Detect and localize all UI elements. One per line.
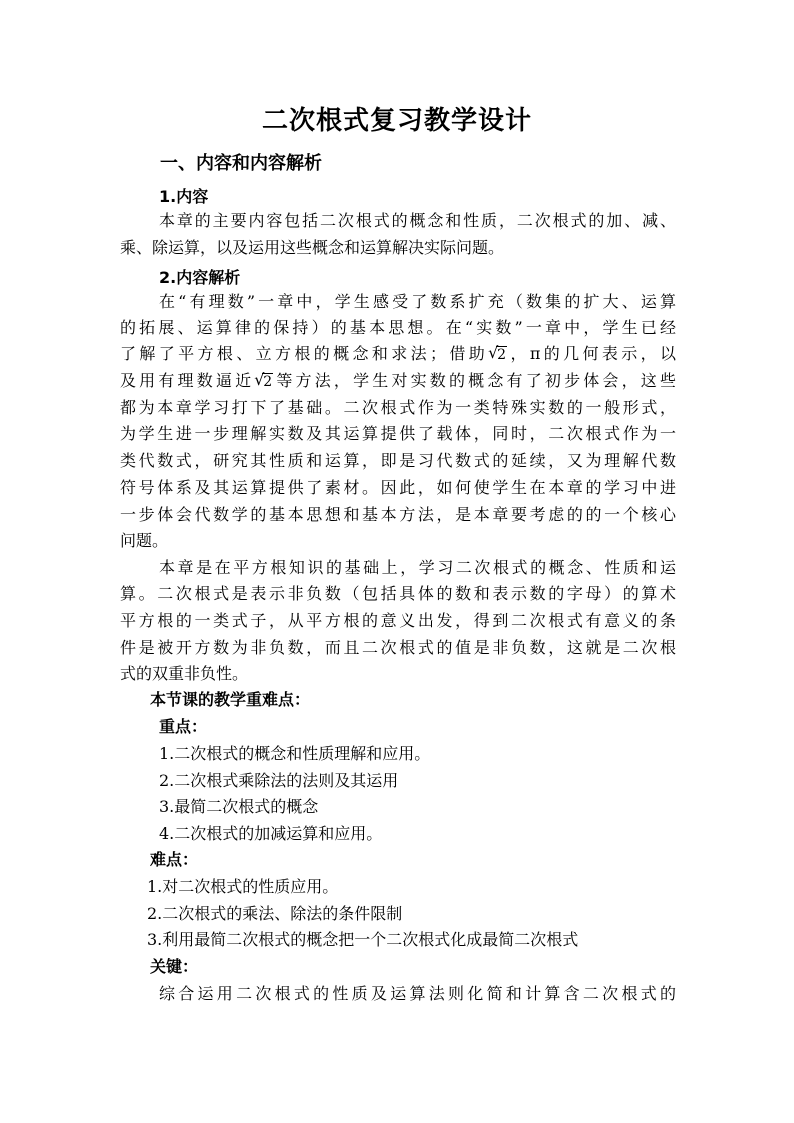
page-title: 二次根式复习教学设计 bbox=[261, 106, 532, 136]
list-item: 2.二次根式乘除法的法则及其运用 bbox=[159, 771, 399, 790]
keypoints-heading: 本节课的教学重难点： bbox=[150, 690, 311, 709]
paragraph-line: 乘、除运算，以及运用这些概念和运算解决实际问题。 bbox=[120, 238, 505, 257]
paragraph-line: 类代数式，研究其性质和运算，即是习代数式的延续，又为理解代数 bbox=[120, 451, 676, 470]
list-item: 3.利用最简二次根式的概念把一个二次根式化成最简二次根式 bbox=[147, 930, 579, 949]
list-item: 1.二次根式的概念和性质理解和应用。 bbox=[159, 744, 431, 763]
subheading-content: 1.内容 bbox=[159, 187, 209, 206]
paragraph-line: 在“有理数”一章中，学生感受了数系扩充（数集的扩大、运算 bbox=[159, 292, 676, 311]
paragraph-line: 本章的主要内容包括二次根式的概念和性质，二次根式的加、减、 bbox=[159, 211, 676, 230]
list-item: 4.二次根式的加减运算和应用。 bbox=[159, 824, 383, 843]
zhongdian-heading: 重点： bbox=[159, 717, 208, 736]
paragraph-line: 综合运用二次根式的性质及运算法则化简和计算含二次根式的 bbox=[159, 984, 676, 1003]
paragraph-line: 符号体系及其运算提供了素材。因此，如何使学生在本章的学习中进 bbox=[120, 478, 676, 497]
guanjian-heading: 关键： bbox=[150, 957, 199, 976]
subheading-content-analysis: 2.内容解析 bbox=[159, 268, 241, 287]
list-item: 2.二次根式的乘法、除法的条件限制 bbox=[147, 904, 403, 923]
paragraph-line: 算。二次根式是表示非负数（包括具体的数和表示数的字母）的算术 bbox=[120, 584, 676, 603]
paragraph-line: 问题。 bbox=[120, 531, 169, 550]
paragraph-line: 的拓展、运算律的保持）的基本思想。在“实数”一章中，学生已经 bbox=[120, 318, 676, 337]
sqrt-symbol: √ 2 bbox=[254, 371, 273, 392]
list-item: 1.对二次根式的性质应用。 bbox=[147, 877, 339, 896]
section-heading-content: 一、内容和内容解析 bbox=[160, 153, 322, 174]
paragraph-line: 件是被开方数为非负数，而且二次根式的值是非负数，这就是二次根 bbox=[120, 638, 676, 657]
paragraph-line: 本章是在平方根知识的基础上，学习二次根式的概念、性质和运 bbox=[159, 558, 676, 577]
paragraph-line: 式的双重非负性。 bbox=[120, 664, 249, 683]
paragraph-line-sqrt: 及用有理数逼近√ 2等方法，学生对实数的概念有了初步体会，这些 bbox=[120, 371, 676, 392]
list-item: 3.最简二次根式的概念 bbox=[159, 797, 319, 816]
paragraph-line: 平方根的一类式子，从平方根的意义出发，得到二次根式有意义的条 bbox=[120, 611, 676, 630]
nandian-heading: 难点： bbox=[150, 850, 199, 869]
paragraph-line: 都为本章学习打下了基础。二次根式作为一类特殊实数的一般形式， bbox=[120, 398, 676, 417]
paragraph-line-sqrt: 了解了平方根、立方根的概念和求法；借助√ 2，π的几何表示，以 bbox=[120, 344, 676, 365]
paragraph-line: 为学生进一步理解实数及其运算提供了载体，同时，二次根式作为一 bbox=[120, 424, 676, 443]
paragraph-line: 一步体会代数学的基本思想和基本方法，是本章要考虑的的一个核心 bbox=[120, 505, 676, 524]
sqrt-symbol: √ 2 bbox=[488, 344, 507, 365]
